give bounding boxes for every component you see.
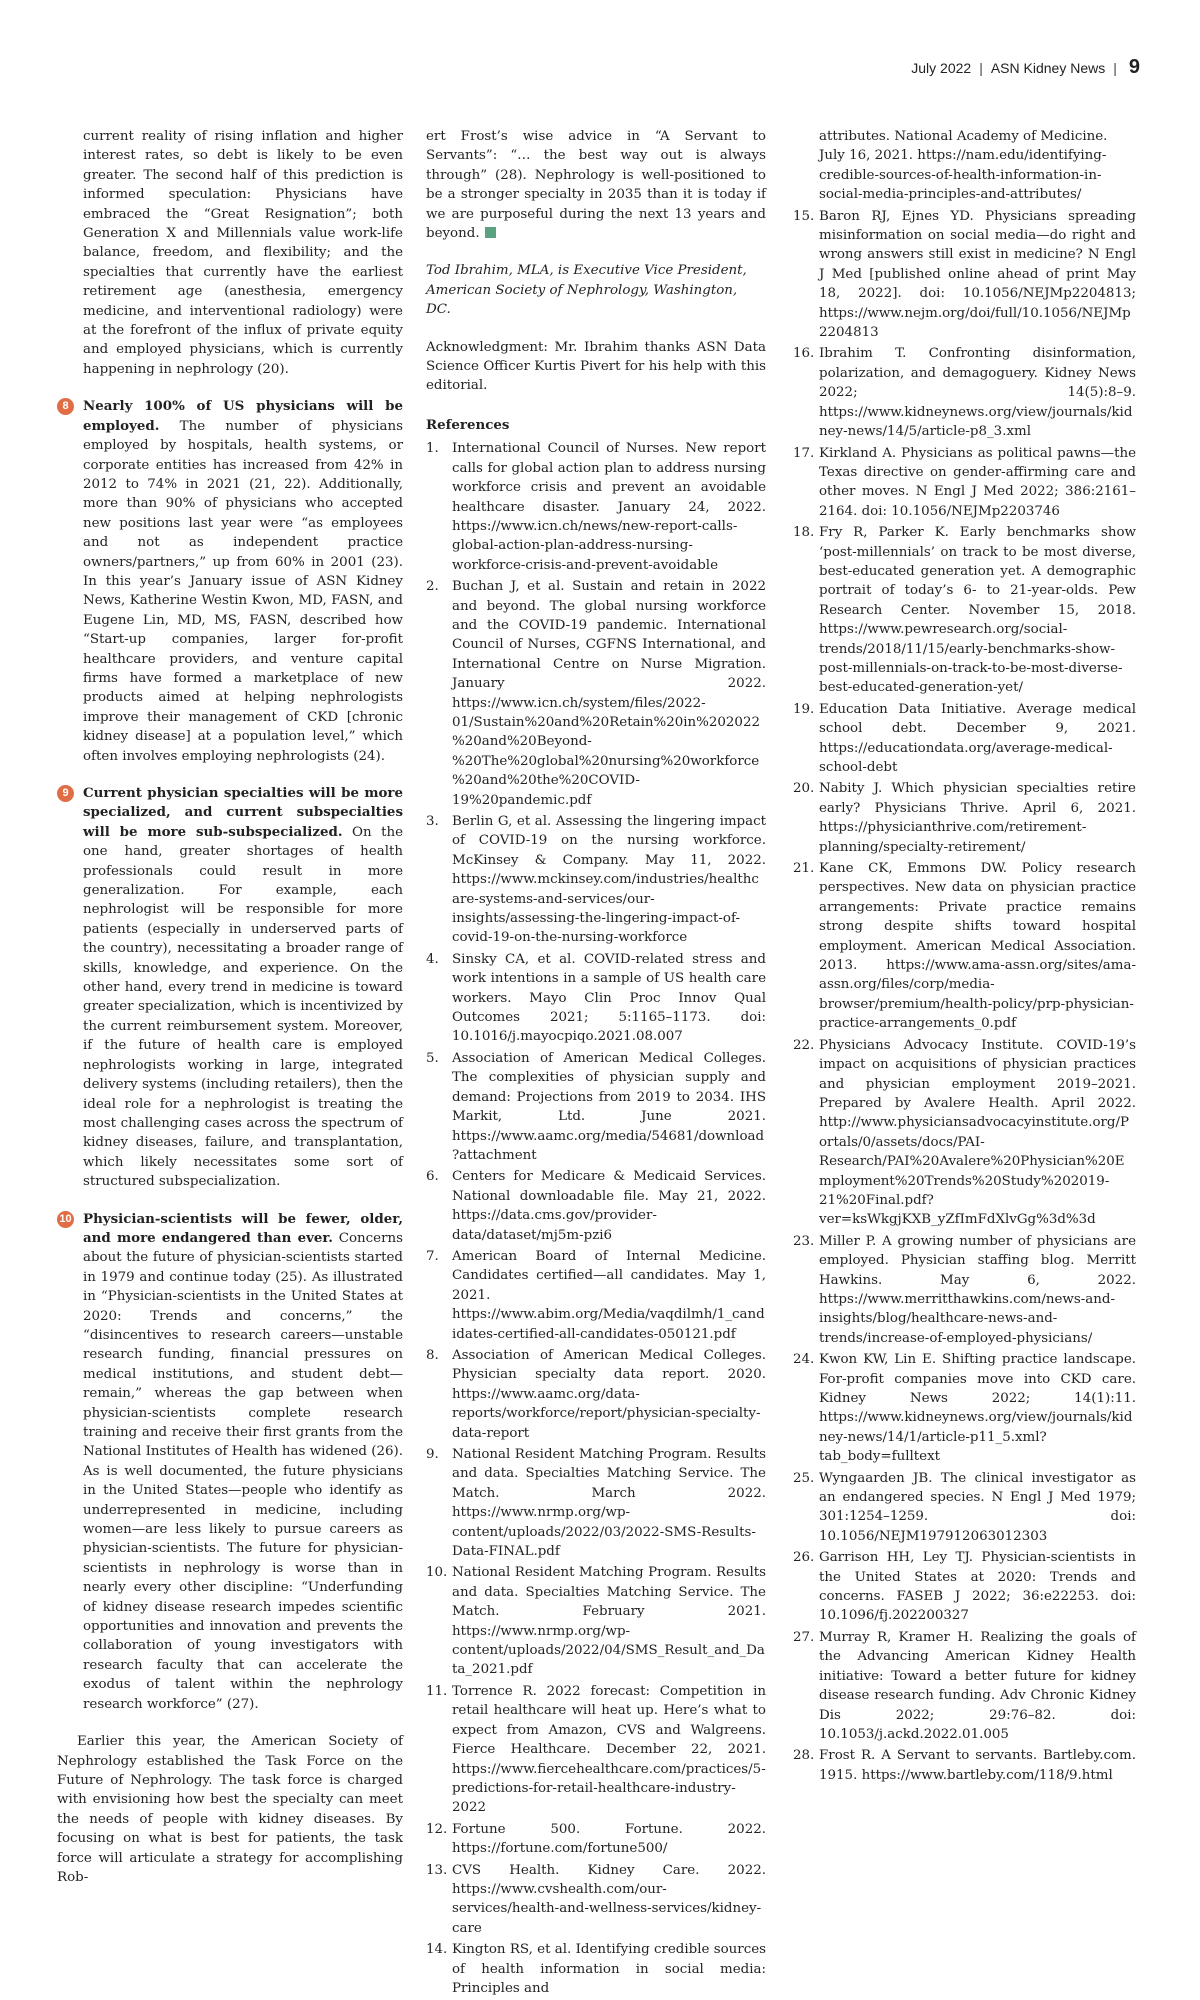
reference-item [793,1628,1136,1744]
reference-item [426,1563,766,1679]
reference-text: Garrison HH, Ley TJ. Physician-scientists in the United States at 2020: Trends and concerns. FASEB J 2022; 36:e22253. doi: 10.1096/fj.202200327 [819,1550,1136,1624]
header-separator: | [1113,60,1117,76]
prediction-10 [57,1210,403,1715]
reference-number: 5. [426,1050,439,1066]
page-number: 9 [1128,56,1140,78]
end-of-article-icon [485,227,496,238]
reference-item [426,1167,766,1245]
author-byline: Tod Ibrahim, MLA, is Executive Vice President, American Society of Nephrology, Washington, DC. [426,263,747,318]
reference-text: Centers for Medicare & Medicaid Services. National downloadable file. May 21, 2022. https://data.cms.gov/provider-data/dataset/mj5m-pzi6 [452,1169,766,1243]
running-header [911,56,1140,84]
reference-number: 8. [426,1347,439,1363]
continuation-text: ert Frost’s wise advice in “A Servant to Servants”: “… the best way out is always through” (28). Nephrology is well-positioned to be a stronger specialty in 2035 than it is today if we are purposeful during the next 13 years and beyond. [426,129,766,242]
header-separator: | [979,60,983,76]
reference-number: 21. [793,861,815,877]
reference-text: Wyngaarden JB. The clinical investigator as an endangered species. N Engl J Med 1979; 301:1254–1259. doi: 10.1056/NEJM197912063012303 [819,1470,1136,1544]
reference-number: 19. [793,701,815,717]
prediction-body: The number of physicians employed by hospitals, health systems, or corporate entities has increased from 42% in 2012 to 74% in 2021 (21, 22). Additionally, more than 90% of physicians who accepted new positions last year were “as employees and not as independent practice owners/partners,” up from 60% in 2001 (23). In this year’s January issue of ASN Kidney News, Katherine Westin Kwon, MD, FASN, and Eugene Lin, MD, MS, FASN, described how “Start-up companies, larger for-profit healthcare providers, and venture capital firms have formed a marketplace of new products aimed at helping nephrologists improve their management of CKD [chronic kidney disease] at a population level,” which often involves employing nephrologists (24). [83,418,403,764]
reference-item [793,779,1136,857]
reference-text: Kane CK, Emmons DW. Policy research perspectives. New data on physician practice arrangements: Private practice remains strong despite shifts toward hospital employment. American Medical Association. 2013. https://www.ama-assn.org/sites/ama-assn.org/files/corp/media-browser/premium/health-policy/prp-physician-practice-arrangements_0.pdf [819,861,1136,1032]
reference-item [426,950,766,1047]
reference-text: Sinsky CA, et al. COVID-related stress and work intentions in a sample of US health care workers. Mayo Clin Proc Innov Qual Outcomes 2021; 5:1165–1173. doi: 10.1016/j.mayocpiqo.2021.08.007 [452,951,766,1045]
reference-item [793,523,1136,698]
reference-item [793,1232,1136,1348]
reference-number: 28. [793,1748,815,1764]
reference-item [426,1861,766,1939]
reference-text: Fortune 500. Fortune. 2022. https://fortune.com/fortune500/ [452,1821,766,1857]
reference-number: 3. [426,814,439,829]
reference-text: CVS Health. Kidney Care. 2022. https://www.cvshealth.com/our-services/health-and-wellness-services/kidney-care [452,1862,766,1936]
reference-item [793,1036,1136,1230]
intro-paragraph: current reality of rising inflation and higher interest rates, so debt is likely to be even greater. The second half of this prediction is informed speculation: Physicians have embraced the “Great Resignation”; both Generation X and Millennials value work-life balance, freedom, and flexibility; and the specialties that currently have the earliest retirement age (anesthesia, emergency medicine, and interventional radiology) were at the forefront of the influx of private equity and employed physicians, which is currently happening in nephrology (20). [83,129,403,377]
prediction-9 [57,784,403,1192]
reference-item [426,439,766,575]
reference-item [793,444,1136,522]
reference-text: National Resident Matching Program. Results and data. Specialties Matching Service. The Match. February 2021. https://www.nrmp.org/wp-content/uploads/2022/04/SMS_Result_and_Data_2021.pdf [452,1565,766,1678]
reference-item [793,1350,1136,1466]
prediction-lead: Current physician specialties will be more specialized, and current subspecialties will be more sub-subspecialized. [83,785,403,840]
reference-number: 14. [426,1942,448,1958]
closing-paragraph: Earlier this year, the American Society of Nephrology established the Task Force on the Future of Nephrology. The task force is charged with envisioning how best the specialty can meet the needs of people with kidney diseases. By focusing on what is best for patients, the task force will articulate a strategy for accomplishing Rob- [57,1734,403,1885]
reference-text: Kington RS, et al. Identifying credible sources of health information in social media: Principles and [452,1942,766,1996]
reference-number: 17. [793,445,815,461]
reference-number: 1. [426,441,439,457]
reference-number: 12. [426,1821,448,1837]
reference-number: 27. [793,1629,815,1645]
reference-number: 23. [793,1233,815,1249]
column-2 [426,127,766,2000]
reference-list [793,207,1136,1786]
reference-number: 10. [426,1565,448,1581]
reference-number: 7. [426,1248,439,1264]
reference-list [426,439,766,1998]
reference-text: Frost R. A Servant to servants. Bartleby.com. 1915. https://www.bartleby.com/118/9.html [819,1748,1136,1783]
reference-item [426,1247,766,1344]
reference-text: Nabity J. Which physician specialties retire early? Physicians Thrive. April 6, 2021. https://physicianthrive.com/retirement-planning/specialty-retirement/ [819,781,1136,855]
reference-number: 11. [426,1683,448,1699]
reference-text: Torrence R. 2022 forecast: Competition in retail healthcare will heat up. Here’s what to expect from Amazon, CVS and Walgreens. Fierce Healthcare. December 22, 2021. https://www.fiercehealthcare.com/practices/5-predictions-for-retail-healthcare-industry-2022 [452,1683,766,1816]
column-3 [793,127,1136,1787]
reference-item [793,859,1136,1034]
prediction-number-badge: 9 [57,785,74,802]
reference-number: 24. [793,1352,815,1368]
reference-item [793,344,1136,441]
column-1 [57,127,403,1887]
reference-number: 26. [793,1550,815,1566]
reference-text: Buchan J, et al. Sustain and retain in 2022 and beyond. The global nursing workforce and the COVID-19 pandemic. International Council of Nurses, CGFNS International, and International Centre on Nurse Migration. January 2022. https://www.icn.ch/system/files/2022-01/Sustain%20and%20Retain%20in%202022%20and%20Beyond-%20The%20global%20nursing%20workforce%20and%20the%20COVID-19%20pandemic.pdf [452,579,766,808]
prediction-number-badge: 8 [57,398,74,415]
reference-item [426,812,766,948]
reference-item [793,1548,1136,1626]
reference-item [793,1469,1136,1547]
reference-item [793,1746,1136,1785]
continuation-paragraph [426,127,766,243]
prediction-number-badge: 10 [57,1211,74,1228]
reference-number: 4. [426,951,439,967]
reference-continuation: attributes. National Academy of Medicine. July 16, 2021. https://nam.edu/identifying-credible-sources-of-health-information-in-social-media-principles-and-attributes/ [819,129,1108,203]
reference-number: 22. [793,1037,815,1053]
reference-text: International Council of Nurses. New report calls for global action plan to address nursing workforce crisis and prevent an avoidable healthcare disaster. January 24, 2022. https://www.icn.ch/news/new-report-calls-global-action-plan-address-nursing-workforce-crisis-and-prevent-avoidable [452,441,766,573]
reference-item [426,1346,766,1443]
reference-text: National Resident Matching Program. Results and data. Specialties Matching Service. The Match. March 2022. https://www.nrmp.org/wp-content/uploads/2022/03/2022-SMS-Results-Data-FINAL.pdf [452,1447,766,1560]
references-heading: References [426,416,510,433]
reference-number: 25. [793,1470,815,1486]
reference-item [793,700,1136,778]
reference-item [426,1049,766,1165]
reference-number: 9. [426,1447,439,1462]
reference-text: Baron RJ, Ejnes YD. Physicians spreading misinformation on social media—do right and wrong answers still exist in medicine? N Engl J Med [published online ahead of print May 18, 2022]. doi: 10.1056/NEJMp2204813; https://www.nejm.org/doi/full/10.1056/NEJMp2204813 [819,208,1136,341]
reference-number: 18. [793,525,815,541]
reference-text: Berlin G, et al. Assessing the lingering impact of COVID-19 on the nursing workforce. McKinsey & Company. May 11, 2022. https://www.mckinsey.com/industries/healthcare-systems-and-services/our-insights/assessing-the-lingering-impact-of-covid-19-on-the-nursing-workforce [452,814,766,946]
reference-item [426,1682,766,1818]
reference-number: 2. [426,579,439,595]
reference-text: American Board of Internal Medicine. Candidates certified—all candidates. May 1, 2021. https://www.abim.org/Media/vaqdilmh/1_candidates-certified-all-candidates-050121.pdf [452,1248,766,1342]
reference-text: Association of American Medical Colleges. Physician specialty data report. 2020. https://www.aamc.org/data-reports/workforce/report/physician-specialty-data-report [452,1347,766,1441]
reference-text: Miller P. A growing number of physicians are employed. Physician staffing blog. Merritt Hawkins. May 6, 2022. https://www.merritthawkins.com/news-and-insights/blog/healthcare-news-and-trends/increase-of-employed-physicians/ [819,1233,1136,1346]
reference-item [426,1940,766,1998]
reference-item [426,1445,766,1561]
reference-number: 13. [426,1862,448,1878]
acknowledgment: Acknowledgment: Mr. Ibrahim thanks ASN Data Science Officer Kurtis Pivert for his help with this editorial. [426,339,766,394]
reference-text: Kirkland A. Physicians as political pawns—the Texas directive on gender-affirming care and other moves. N Engl J Med 2022; 386:2161–2164. doi: 10.1056/NEJMp2203746 [819,445,1136,519]
prediction-body: Concerns about the future of physician-scientists started in 1979 and continue today (25). As illustrated in “Physician-scientists in the United States at 2020: Trends and concerns,” the “disincentives to research careers—unstable research funding, financial pressures on medical institutions, and student debt—remain,” whereas the gap between when physician-scientists complete research training and receive their first grants from the National Institutes of Health has widened (26). As is well documented, the future physicians in the United States—people who identify as underrepresented in medicine, including women—are less likely to pursue careers as physician-scientists. The future for physician-scientists in nephrology is worse than in nearly every other discipline: “Underfunding of kidney disease research impedes scientific opportunities and innovation and prevents the collaboration of young investigators with research faculty that can accelerate the exodus of talent within the nephrology research workforce” (27). [83,1230,403,1712]
reference-number: 15. [793,208,815,224]
reference-text: Kwon KW, Lin E. Shifting practice landscape. For-profit companies move into CKD care. Kidney News 2022; 14(1):11. https://www.kidneynews.org/view/journals/kidney-news/14/1/article-p11_5.xml?tab_body=fulltext [819,1352,1136,1465]
reference-text: Murray R, Kramer H. Realizing the goals of the Advancing American Kidney Health initiative: Toward a better future for kidney disease research funding. Adv Chronic Kidney Dis 2022; 29:76–82. doi: 10.1053/j.ackd.2022.01.005 [819,1629,1136,1742]
reference-number: 16. [793,346,815,362]
reference-text: Association of American Medical Colleges. The complexities of physician supply and demand: Projections from 2019 to 2034. IHS Markit, Ltd. June 2021. https://www.aamc.org/media/54681/download?attachment [452,1050,766,1163]
reference-number: 20. [793,781,815,797]
prediction-body: On the one hand, greater shortages of health professionals could result in more generalization. For example, each nephrologist will be responsible for more patients (especially in underserved parts of the country), necessitating a broader range of skills, knowledge, and experience. On the other hand, every trend in medicine is toward greater specialization, which is incentivized by the current reimbursement system. Moreover, if the future of health care is employed nephrologists working in large, integrated delivery systems (including retailers), then the ideal role for a nephrologist is treating the most challenging cases across the spectrum of kidney diseases, failure, and transplantation, which likely necessitates some sort of structured subspecialization. [83,824,403,1190]
prediction-lead: Physician-scientists will be fewer, older, and more endangered than ever. [83,1210,403,1246]
reference-text: Education Data Initiative. Average medical school debt. December 9, 2021. https://educationdata.org/average-medical-school-debt [819,701,1136,775]
reference-item [426,577,766,810]
reference-text: Physicians Advocacy Institute. COVID-19’s impact on acquisitions of physician practices and physician employment 2019–2021. Prepared by Avalere Health. April 2022. http://www.physiciansadvocacyinstitute.org/Portals/0/assets/docs/PAI-Research/PAI%20Avalere%20Physician%20Employment%20Trends%20Study%202019-21%20Final.pdf?ver=ksWkgjKXB_yZfImFdXlvGg%3d%3d [819,1037,1136,1228]
reference-item [426,1820,766,1859]
publication-name: ASN Kidney News [990,60,1106,76]
prediction-8 [57,397,403,766]
issue-date: July 2022 [911,60,972,76]
reference-item [793,207,1136,343]
reference-number: 6. [426,1169,439,1185]
reference-text: Ibrahim T. Confronting disinformation, polarization, and demagoguery. Kidney News 2022; 14(5):8–9. https://www.kidneynews.org/view/journals/kidney-news/14/5/article-p8_3.xml [819,346,1136,440]
prediction-lead: Nearly 100% of US physicians will be employed. [83,398,403,434]
reference-text: Fry R, Parker K. Early benchmarks show ‘post-millennials’ on track to be most diverse, best-educated generation yet. A demographic portrait of today’s 6- to 21-year-olds. Pew Research Center. November 15, 2018. https://www.pewresearch.org/social-trends/2018/11/15/early-benchmarks-show-post-millennials-on-track-to-be-most-diverse-best-educated-generation-yet/ [819,525,1136,696]
